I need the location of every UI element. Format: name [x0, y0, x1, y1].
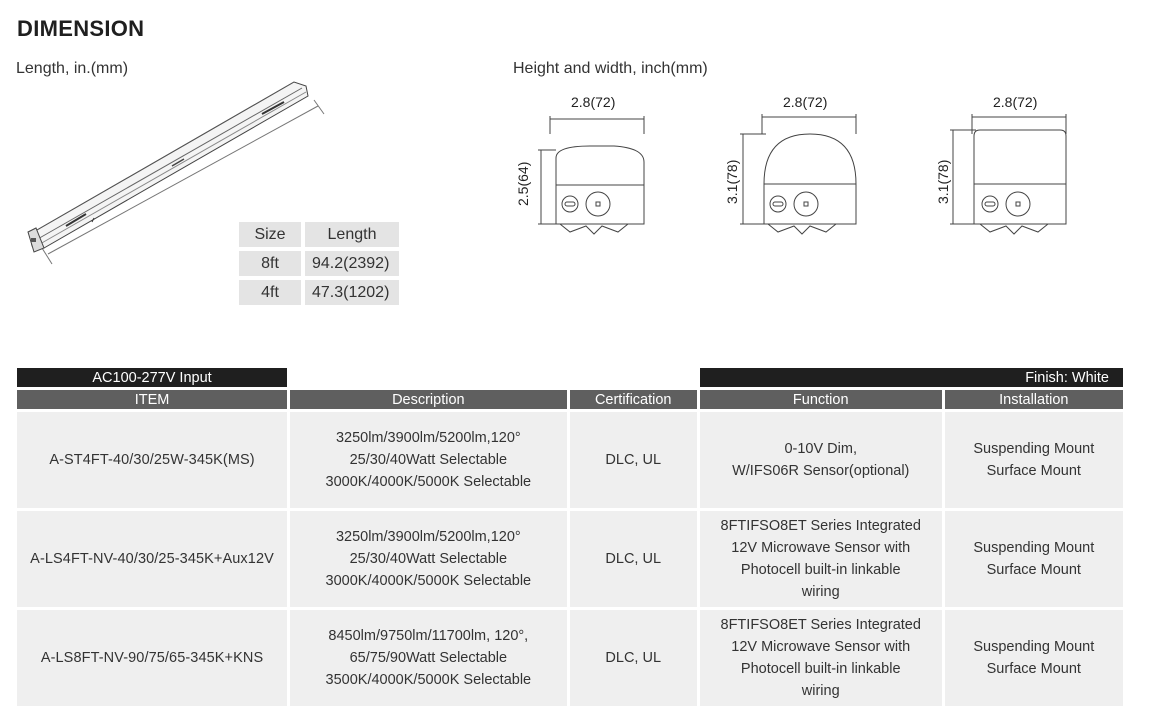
- installation-line: Suspending Mount: [973, 639, 1095, 655]
- function-line: W/IFS06R Sensor(optional): [732, 463, 910, 479]
- profile-2-width: 2.8(72): [783, 94, 828, 110]
- function-cell: [700, 610, 942, 706]
- function-line: Photocell built-in linkable: [740, 661, 901, 677]
- installation-line: Surface Mount: [986, 463, 1081, 479]
- spec-header-row: [17, 390, 1123, 409]
- profile-3-drawing: [950, 108, 1080, 238]
- function-header: Function: [700, 390, 942, 409]
- profile-2-height: 3.1(78): [724, 159, 740, 204]
- length-cell: 47.3(1202): [305, 280, 399, 305]
- function-line: wiring: [801, 683, 840, 699]
- length-cell: 94.2(2392): [305, 251, 399, 276]
- function-line: 12V Microwave Sensor with: [731, 639, 911, 655]
- installation-line: Suspending Mount: [973, 540, 1095, 556]
- size-cell: 8ft: [239, 251, 301, 276]
- installation-cell: [945, 412, 1123, 508]
- band-spacer: [290, 368, 697, 387]
- page-title: DIMENSION: [17, 16, 145, 41]
- item-cell: A-ST4FT-40/30/25W-345K(MS): [17, 412, 287, 508]
- finish-band: Finish: White: [700, 368, 1123, 387]
- function-line: Photocell built-in linkable: [740, 562, 901, 578]
- length-header: Length: [305, 222, 399, 247]
- function-line: 8FTIFSO8ET Series Integrated: [720, 617, 921, 633]
- profile-1-height: 2.5(64): [515, 161, 531, 206]
- description-line: 3000K/4000K/5000K Selectable: [325, 573, 532, 589]
- profile-2-drawing: [740, 108, 870, 238]
- profile-1-width: 2.8(72): [571, 94, 616, 110]
- profile-3-width: 2.8(72): [993, 94, 1038, 110]
- size-table: [235, 218, 403, 309]
- spec-table: [14, 365, 1126, 709]
- installation-line: Surface Mount: [986, 661, 1081, 677]
- size-row: [239, 251, 399, 276]
- certification-cell: DLC, UL: [570, 412, 697, 508]
- size-cell: 4ft: [239, 280, 301, 305]
- item-cell: A-LS4FT-NV-40/30/25-345K+Aux12V: [17, 511, 287, 607]
- description-line: 3000K/4000K/5000K Selectable: [325, 474, 532, 490]
- description-cell: [290, 610, 567, 706]
- length-label: Length, in.(mm): [16, 60, 129, 77]
- description-cell: [290, 511, 567, 607]
- profile-3-height: 3.1(78): [935, 159, 951, 204]
- installation-cell: [945, 610, 1123, 706]
- item-header: ITEM: [17, 390, 287, 409]
- installation-line: Suspending Mount: [973, 441, 1095, 457]
- description-line: 65/75/90Watt Selectable: [349, 650, 508, 666]
- description-line: 25/30/40Watt Selectable: [349, 551, 508, 567]
- description-line: 8450lm/9750lm/11700lm, 120°,: [328, 628, 529, 644]
- installation-header: Installation: [945, 390, 1123, 409]
- profile-1-drawing: [530, 108, 660, 238]
- function-line: 0-10V Dim,: [784, 441, 857, 457]
- description-line: 3500K/4000K/5000K Selectable: [325, 672, 532, 688]
- input-band: AC100-277V Input: [17, 368, 287, 387]
- installation-cell: [945, 511, 1123, 607]
- description-line: 25/30/40Watt Selectable: [349, 452, 508, 468]
- size-row: [239, 280, 399, 305]
- table-row: [17, 511, 1123, 607]
- description-cell: [290, 412, 567, 508]
- function-line: wiring: [801, 584, 840, 600]
- table-row: [17, 610, 1123, 706]
- function-cell: [700, 511, 942, 607]
- description-header: Description: [290, 390, 567, 409]
- installation-line: Surface Mount: [986, 562, 1081, 578]
- spec-band-row: [17, 368, 1123, 387]
- size-table-header: [239, 222, 399, 247]
- size-header: Size: [239, 222, 301, 247]
- item-cell: A-LS8FT-NV-90/75/65-345K+KNS: [17, 610, 287, 706]
- function-line: 12V Microwave Sensor with: [731, 540, 911, 556]
- certification-cell: DLC, UL: [570, 511, 697, 607]
- table-row: [17, 412, 1123, 508]
- function-line: 8FTIFSO8ET Series Integrated: [720, 518, 921, 534]
- function-cell: [700, 412, 942, 508]
- description-line: 3250lm/3900lm/5200lm,120°: [335, 430, 521, 446]
- description-line: 3250lm/3900lm/5200lm,120°: [335, 529, 521, 545]
- height-width-label: Height and width, inch(mm): [513, 60, 708, 77]
- certification-header: Certification: [570, 390, 697, 409]
- certification-cell: DLC, UL: [570, 610, 697, 706]
